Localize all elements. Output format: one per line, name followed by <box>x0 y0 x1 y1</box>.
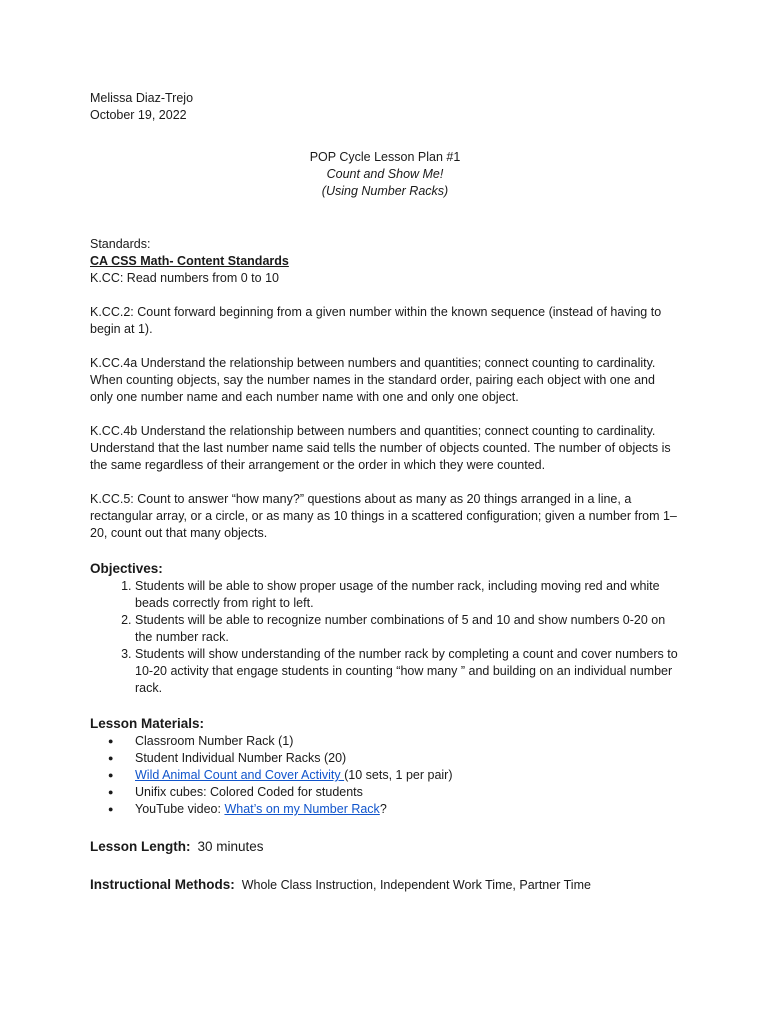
material-item <box>135 767 680 784</box>
author-name: Melissa Diaz-Trejo <box>90 91 194 105</box>
standard-kcc2: K.CC.2: Count forward beginning from a given number within the known sequence (instead of having to begin at 1). <box>90 305 662 336</box>
material-item-text: Classroom Number Rack (1) <box>135 734 294 748</box>
document-page <box>90 90 680 894</box>
standard-kcc: K.CC: Read numbers from 0 to 10 <box>90 271 279 285</box>
material-item-text: (10 sets, 1 per pair) <box>344 768 453 782</box>
lesson-plan-title: POP Cycle Lesson Plan #1 <box>309 150 461 164</box>
lesson-length-value: 30 minutes <box>197 839 264 854</box>
instructional-methods-value: Whole Class Instruction, Independent Work Time, Partner Time <box>241 878 591 892</box>
standard-kcc4b: K.CC.4b Understand the relationship between numbers and quantities; connect counting to cardinality. Understand that the last number name said tells the number of objects counted. The number of objects is the same regardless of their arrangement or the order in which they were counted. <box>90 424 671 472</box>
material-item-text: YouTube video: <box>135 802 225 816</box>
instructional-methods-row <box>90 876 680 894</box>
material-item <box>135 784 680 801</box>
standard-kcc5: K.CC.5: Count to answer “how many?” questions about as many as 20 things arranged in a line, a rectangular array, or a circle, or as many as 10 things in a scattered configuration; given a number from 1–20, count out that many objects. <box>90 492 677 540</box>
material-item-text: Student Individual Number Racks (20) <box>135 751 347 765</box>
material-item <box>135 750 680 767</box>
standards-label: Standards: <box>90 237 151 251</box>
material-item <box>135 801 680 818</box>
objective-item: 1. Students will be able to show proper usage of the number rack, including moving red and white beads correctly from right to left. <box>135 578 680 612</box>
objectives-list <box>90 578 680 697</box>
material-item <box>135 733 680 750</box>
standard-kcc4a: K.CC.4a Understand the relationship between numbers and quantities; connect counting to cardinality. When counting objects, say the number names in the standard order, pairing each object with one and only one number name and each number name with one and only one object. <box>90 356 656 404</box>
document-date: October 19, 2022 <box>90 108 187 122</box>
lesson-length-label: Lesson Length: <box>90 839 191 854</box>
objective-item: 2. Students will be able to recognize number combinations of 5 and 10 and show numbers 0-20 on the number rack. <box>135 612 680 646</box>
objective-item: 3. Students will show understanding of the number rack by completing a count and cover numbers to 10-20 activity that engage students in counting “how many ” and building on an individual number rack. <box>135 646 680 697</box>
standards-heading: CA CSS Math- Content Standards <box>90 254 289 268</box>
lesson-length-row <box>90 838 680 856</box>
youtube-video-link[interactable]: What’s on my Number Rack <box>224 802 380 816</box>
objectives-heading: Objectives: <box>90 561 163 576</box>
instructional-methods-label: Instructional Methods: <box>90 877 235 892</box>
wild-animal-activity-link[interactable]: Wild Animal Count and Cover Activity <box>135 768 345 782</box>
material-item-text: ? <box>379 802 387 816</box>
material-item-text: Unifix cubes: Colored Coded for students <box>135 785 363 799</box>
lesson-subtitle-secondary: (Using Number Racks) <box>321 184 449 198</box>
lesson-subtitle: Count and Show Me! <box>326 167 444 181</box>
materials-list <box>90 733 680 818</box>
materials-heading: Lesson Materials: <box>90 716 205 731</box>
